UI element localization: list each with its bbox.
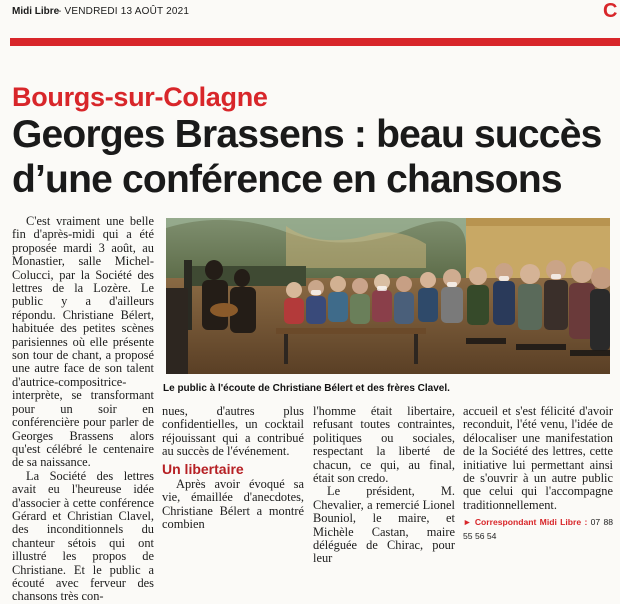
paragraph-welcome: accueil et s'est félicité d'avoir reconduit, l'été venu, l'idée de délocaliser une manifestation de la Société des lettres, cette initiative lui permettant ainsi de s'ouvrir à un autre public que celui qui l'accompagne traditionnellement. xyxy=(463,404,613,512)
paragraph-president: Le président, M. Chevalier, a remercié Lionel Bouniol, le maire, et Michèle Castan, maire déléguée de Chirac, pour leur xyxy=(313,484,455,566)
headline-line-1: Georges Brassens : beau succès xyxy=(12,113,602,156)
paragraph-libertarian: l'homme était libertaire, refusant toutes contraintes, politiques ou sociales, respectant la liberté de chacun, ce qui, au final, était son credo. xyxy=(313,404,455,486)
article-column-4 xyxy=(463,404,614,541)
headline-line-2: d’une conférence en chansons xyxy=(12,158,562,201)
paragraph-life: Après avoir évoqué sa vie, émaillée d'anecdotes, Christiane Bélert a montré combien xyxy=(162,477,304,532)
event-photo xyxy=(166,218,610,374)
article-column-2 xyxy=(162,404,304,532)
credit-label: Correspondant Midi Libre : xyxy=(474,517,588,528)
paragraph-cocktail: nues, d'autres plus confidentielles, un cocktail réjouissant qui a contribué au succès de l'événement. xyxy=(162,404,304,459)
paragraph-society: La Société des lettres avait eu l'heureuse idée d'associer à cette conférence Gérard et Christian Clavel, des inconditionnels du chanteur sétois qui ont illustré les propos de Christiane. Et le public a écouté avec ferveur des chansons très con- xyxy=(12,468,154,604)
paragraph-intro: C'est vraiment une belle fin d'après-midi qui a été proposée mardi 3 août, au Monastier, salle Michel-Colucci, par la Société des lettres de la Lozère. Le public y a d'ailleurs répondu. Christiane Bélert, habituée des petites scènes parisiennes où elle présente son tour de chant, a proposé une autre face de son talent d'autrice-compositrice-interprète, se transformant pour un soir en conférencière pour parler de Georges Brassens alors qu'est célébré le centenaire de sa naissance. xyxy=(12,214,154,470)
article-column-1 xyxy=(12,214,154,604)
article-column-3 xyxy=(313,404,455,566)
credit-phone: 07 88 55 56 54 xyxy=(463,517,614,541)
article-subhead: Un libertaire xyxy=(162,460,244,477)
photo-caption: Le public à l'écoute de Christiane Bélert et des frères Clavel. xyxy=(163,383,450,394)
photo-illustration xyxy=(166,218,610,374)
triangle-icon: ► xyxy=(463,517,472,528)
red-rule xyxy=(10,38,620,46)
issue-date-text: VENDREDI 13 AOÛT 2021 xyxy=(64,6,190,17)
publication-name: Midi Libre xyxy=(12,6,60,17)
article-kicker: Bourgs-sur-Colagne xyxy=(12,82,268,112)
issue-date: - VENDREDI 13 AOÛT 2021 xyxy=(58,6,190,17)
masthead xyxy=(0,0,620,22)
section-logo: C xyxy=(603,0,618,22)
article-headline xyxy=(12,112,612,202)
